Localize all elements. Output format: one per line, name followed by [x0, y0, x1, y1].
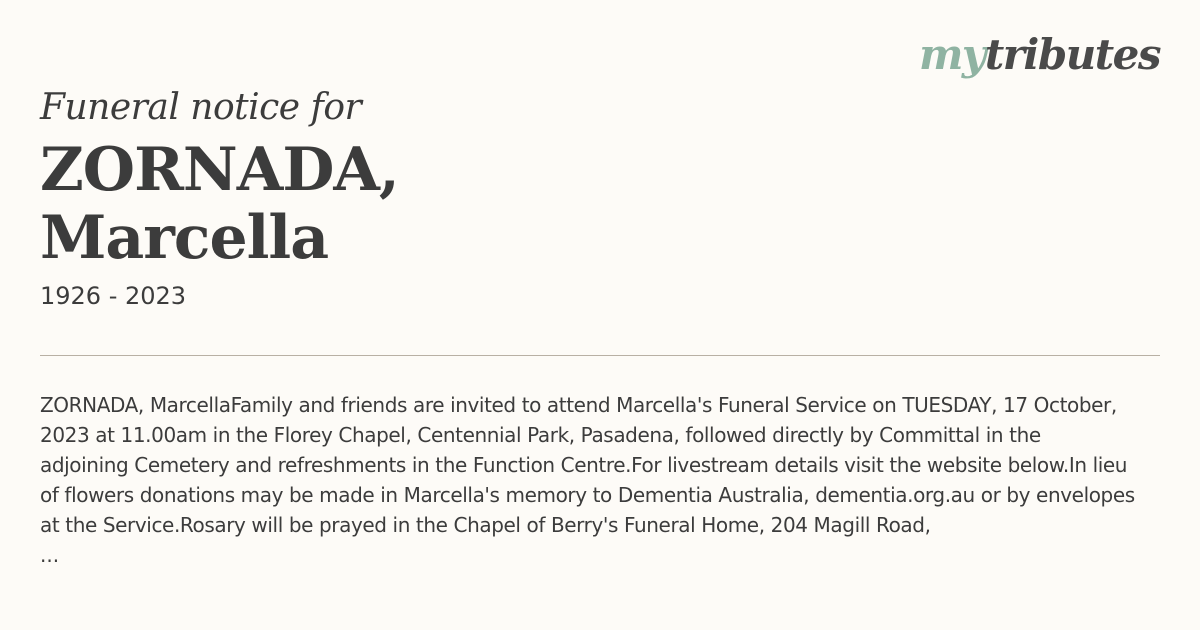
- logo-my: my: [918, 30, 985, 79]
- eyebrow-title: Funeral notice for: [40, 87, 362, 128]
- deceased-surname: ZORNADA,: [40, 135, 399, 205]
- logo-tributes: tributes: [984, 30, 1160, 79]
- life-dates: 1926 - 2023: [40, 282, 187, 310]
- deceased-given-name: Marcella: [40, 203, 329, 273]
- mytributes-logo[interactable]: [918, 30, 1160, 79]
- notice-header: [40, 87, 940, 310]
- deceased-name: [40, 136, 940, 272]
- divider: [40, 355, 1160, 356]
- notice-body: ZORNADA, MarcellaFamily and friends are invited to attend Marcella's Funeral Service on TUESDAY, 17 October, 2023 at 11.00am in the Florey Chapel, Centennial Park, Pasadena, followed directly by Committal in the adjoining Cemetery and refreshments in the Function Centre.For livestream details visit the website below.In lieu of flowers donations may be made in Marcella's memory to Dementia Australia, dementia.org.au or by envelopes at the Service.Rosary will be prayed in the Chapel of Berry's Funeral Home, 204 Magill Road,: [40, 393, 1135, 537]
- notice-truncation: ...: [40, 543, 60, 567]
